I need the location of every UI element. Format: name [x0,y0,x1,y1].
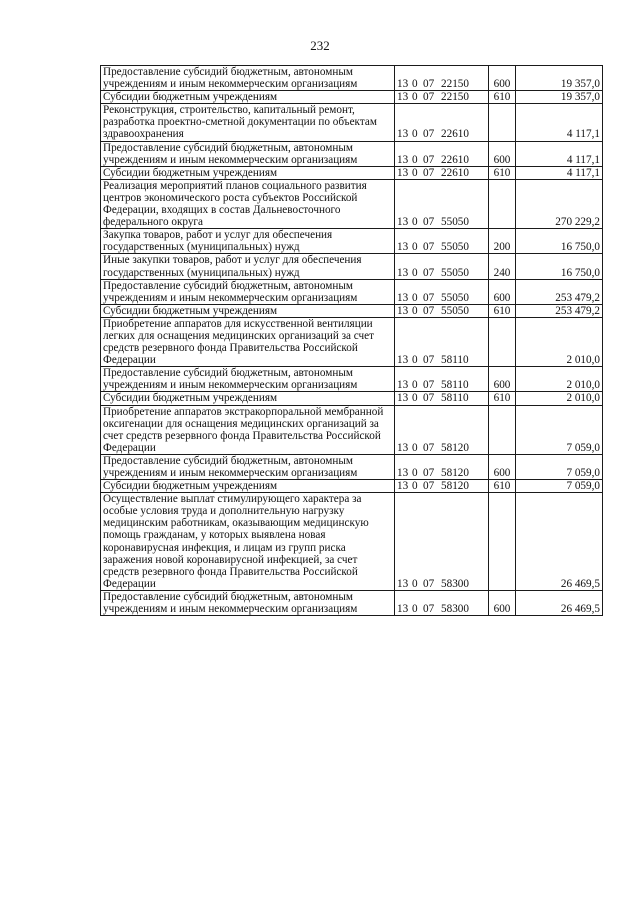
table-row [101,179,603,228]
code-part: 0 [412,216,418,229]
target-code-cell [395,66,489,91]
code-part: 58110 [441,354,469,367]
amount-cell: 270 229,2 [516,179,603,228]
expense-type-cell: 600 [489,141,516,166]
code-part: 0 [412,166,418,179]
table-row [101,66,603,91]
amount-cell: 7 059,0 [516,480,603,493]
code-part: 0 [412,441,418,454]
amount-cell: 4 117,1 [516,141,603,166]
code-part: 07 [423,241,435,254]
code-part: 22610 [441,166,469,179]
amount-cell: 26 469,5 [516,493,603,591]
table-row [101,229,603,254]
target-code-cell [395,454,489,479]
item-name-cell: Реализация мероприятий планов социального развития центров экономического роста субъектов Российской Федерации, входящих в состав Дальневосточного федерального округа [101,179,395,228]
code-part: 58110 [441,379,469,392]
budget-table [100,65,603,616]
code-part: 55050 [441,291,469,304]
item-name-cell: Предоставление субсидий бюджетным, автономным учреждениям и иным некоммерческим организациям [101,454,395,479]
item-name-cell: Предоставление субсидий бюджетным, автономным учреждениям и иным некоммерческим организациям [101,279,395,304]
code-part: 07 [423,480,435,493]
code-part: 58110 [441,392,469,405]
code-part: 55050 [441,304,469,317]
code-part: 58120 [441,467,469,479]
amount-cell: 253 479,2 [516,279,603,304]
target-code-cell [395,405,489,454]
code-part: 55050 [441,266,469,279]
code-part: 07 [423,603,435,616]
table-row [101,254,603,279]
expense-type-cell [489,493,516,591]
expense-type-cell: 600 [489,590,516,615]
item-name-cell: Предоставление субсидий бюджетным, автономным учреждениям и иным некоммерческим организациям [101,590,395,615]
target-code-cell [395,480,489,493]
code-part: 07 [423,304,435,317]
code-part: 58120 [441,480,469,493]
table-row [101,493,603,591]
expense-type-cell [489,317,516,366]
item-name-cell: Субсидии бюджетным учреждениям [101,91,395,104]
code-part: 13 [397,128,409,141]
expense-type-cell: 600 [489,454,516,479]
code-part: 0 [412,379,418,392]
expense-type-cell: 610 [489,166,516,179]
budget-table-body [101,66,603,616]
code-part: 0 [412,467,418,479]
code-part: 58300 [441,603,469,616]
expense-type-cell: 240 [489,254,516,279]
table-row [101,480,603,493]
item-name-cell: Субсидии бюджетным учреждениям [101,392,395,405]
item-name-cell: Приобретение аппаратов экстракорпоральной мембранной оксигенации для оснащения медицинских организаций за счет средств резервного фонда Правительства Российской Федерации [101,405,395,454]
code-part: 07 [423,354,435,367]
code-part: 13 [397,216,409,229]
target-code-cell [395,367,489,392]
target-code-cell [395,179,489,228]
amount-cell: 7 059,0 [516,454,603,479]
code-part: 07 [423,441,435,454]
amount-cell: 253 479,2 [516,304,603,317]
code-part: 07 [423,78,435,91]
code-part: 13 [397,166,409,179]
expense-type-cell: 600 [489,279,516,304]
code-part: 0 [412,153,418,166]
amount-cell: 4 117,1 [516,166,603,179]
expense-type-cell [489,405,516,454]
amount-cell: 2 010,0 [516,367,603,392]
target-code-cell [395,590,489,615]
amount-cell: 4 117,1 [516,104,603,141]
item-name-cell: Приобретение аппаратов для искусственной вентиляции легких для оснащения медицинских организаций за счет средств резервного фонда Правительства Российской Федерации [101,317,395,366]
code-part: 07 [423,216,435,229]
item-name-cell: Субсидии бюджетным учреждениям [101,304,395,317]
code-part: 13 [397,392,409,405]
code-part: 13 [397,241,409,254]
code-part: 13 [397,480,409,493]
code-part: 0 [412,91,418,104]
code-part: 58300 [441,577,469,590]
code-part: 58120 [441,441,469,454]
item-name-cell: Реконструкция, строительство, капитальный ремонт, разработка проектно-сметной документации по объектам здравоохранения [101,104,395,141]
amount-cell: 19 357,0 [516,91,603,104]
amount-cell: 16 750,0 [516,229,603,254]
code-part: 07 [423,128,435,141]
code-part: 0 [412,266,418,279]
code-part: 55050 [441,216,469,229]
code-part: 13 [397,441,409,454]
expense-type-cell: 600 [489,367,516,392]
code-part: 07 [423,467,435,479]
code-part: 0 [412,577,418,590]
target-code-cell [395,141,489,166]
expense-type-cell: 610 [489,392,516,405]
item-name-cell: Осуществление выплат стимулирующего характера за особые условия труда и дополнительную нагрузку медицинским работникам, оказывающим медицинскую помощь гражданам, у которых выявлена новая коронавирусная инфекция, и лицам из групп риска заражения новой коронавирусной инфекцией, за счет средств резервного фонда Правительства Российской Федерации [101,493,395,591]
code-part: 13 [397,291,409,304]
item-name-cell: Иные закупки товаров, работ и услуг для обеспечения государственных (муниципальных) нужд [101,254,395,279]
code-part: 07 [423,577,435,590]
table-row [101,317,603,366]
amount-cell: 2 010,0 [516,317,603,366]
code-part: 07 [423,379,435,392]
amount-cell: 19 357,0 [516,66,603,91]
table-row [101,166,603,179]
table-row [101,405,603,454]
code-part: 0 [412,480,418,493]
code-part: 07 [423,291,435,304]
target-code-cell [395,279,489,304]
expense-type-cell [489,179,516,228]
code-part: 55050 [441,241,469,254]
expense-type-cell [489,104,516,141]
table-row [101,392,603,405]
table-row [101,304,603,317]
code-part: 13 [397,467,409,479]
code-part: 0 [412,354,418,367]
code-part: 0 [412,128,418,141]
amount-cell: 26 469,5 [516,590,603,615]
code-part: 0 [412,291,418,304]
code-part: 0 [412,304,418,317]
code-part: 13 [397,266,409,279]
code-part: 0 [412,78,418,91]
code-part: 07 [423,166,435,179]
code-part: 07 [423,266,435,279]
code-part: 13 [397,379,409,392]
target-code-cell [395,392,489,405]
code-part: 0 [412,241,418,254]
table-row [101,590,603,615]
code-part: 22610 [441,153,469,166]
code-part: 13 [397,577,409,590]
target-code-cell [395,91,489,104]
code-part: 07 [423,153,435,166]
table-row [101,279,603,304]
item-name-cell: Предоставление субсидий бюджетным, автономным учреждениям и иным некоммерческим организациям [101,66,395,91]
code-part: 13 [397,91,409,104]
code-part: 13 [397,354,409,367]
code-part: 22150 [441,78,469,91]
target-code-cell [395,493,489,591]
target-code-cell [395,104,489,141]
code-part: 13 [397,78,409,91]
item-name-cell: Субсидии бюджетным учреждениям [101,480,395,493]
item-name-cell: Предоставление субсидий бюджетным, автономным учреждениям и иным некоммерческим организациям [101,367,395,392]
table-row [101,104,603,141]
code-part: 13 [397,304,409,317]
amount-cell: 16 750,0 [516,254,603,279]
code-part: 22610 [441,128,469,141]
target-code-cell [395,229,489,254]
table-row [101,91,603,104]
amount-cell: 7 059,0 [516,405,603,454]
item-name-cell: Закупка товаров, работ и услуг для обеспечения государственных (муниципальных) нужд [101,229,395,254]
amount-cell: 2 010,0 [516,392,603,405]
code-part: 13 [397,153,409,166]
expense-type-cell: 610 [489,91,516,104]
code-part: 07 [423,91,435,104]
code-part: 13 [397,603,409,616]
table-row [101,141,603,166]
item-name-cell: Предоставление субсидий бюджетным, автономным учреждениям и иным некоммерческим организациям [101,141,395,166]
target-code-cell [395,304,489,317]
target-code-cell [395,317,489,366]
table-row [101,367,603,392]
code-part: 07 [423,392,435,405]
target-code-cell [395,166,489,179]
code-part: 0 [412,392,418,405]
expense-type-cell: 200 [489,229,516,254]
expense-type-cell: 600 [489,66,516,91]
expense-type-cell: 610 [489,304,516,317]
code-part: 22150 [441,91,469,104]
target-code-cell [395,254,489,279]
page-number: 232 [310,38,330,53]
item-name-cell: Субсидии бюджетным учреждениям [101,166,395,179]
code-part: 0 [412,603,418,616]
expense-type-cell: 610 [489,480,516,493]
table-row [101,454,603,479]
